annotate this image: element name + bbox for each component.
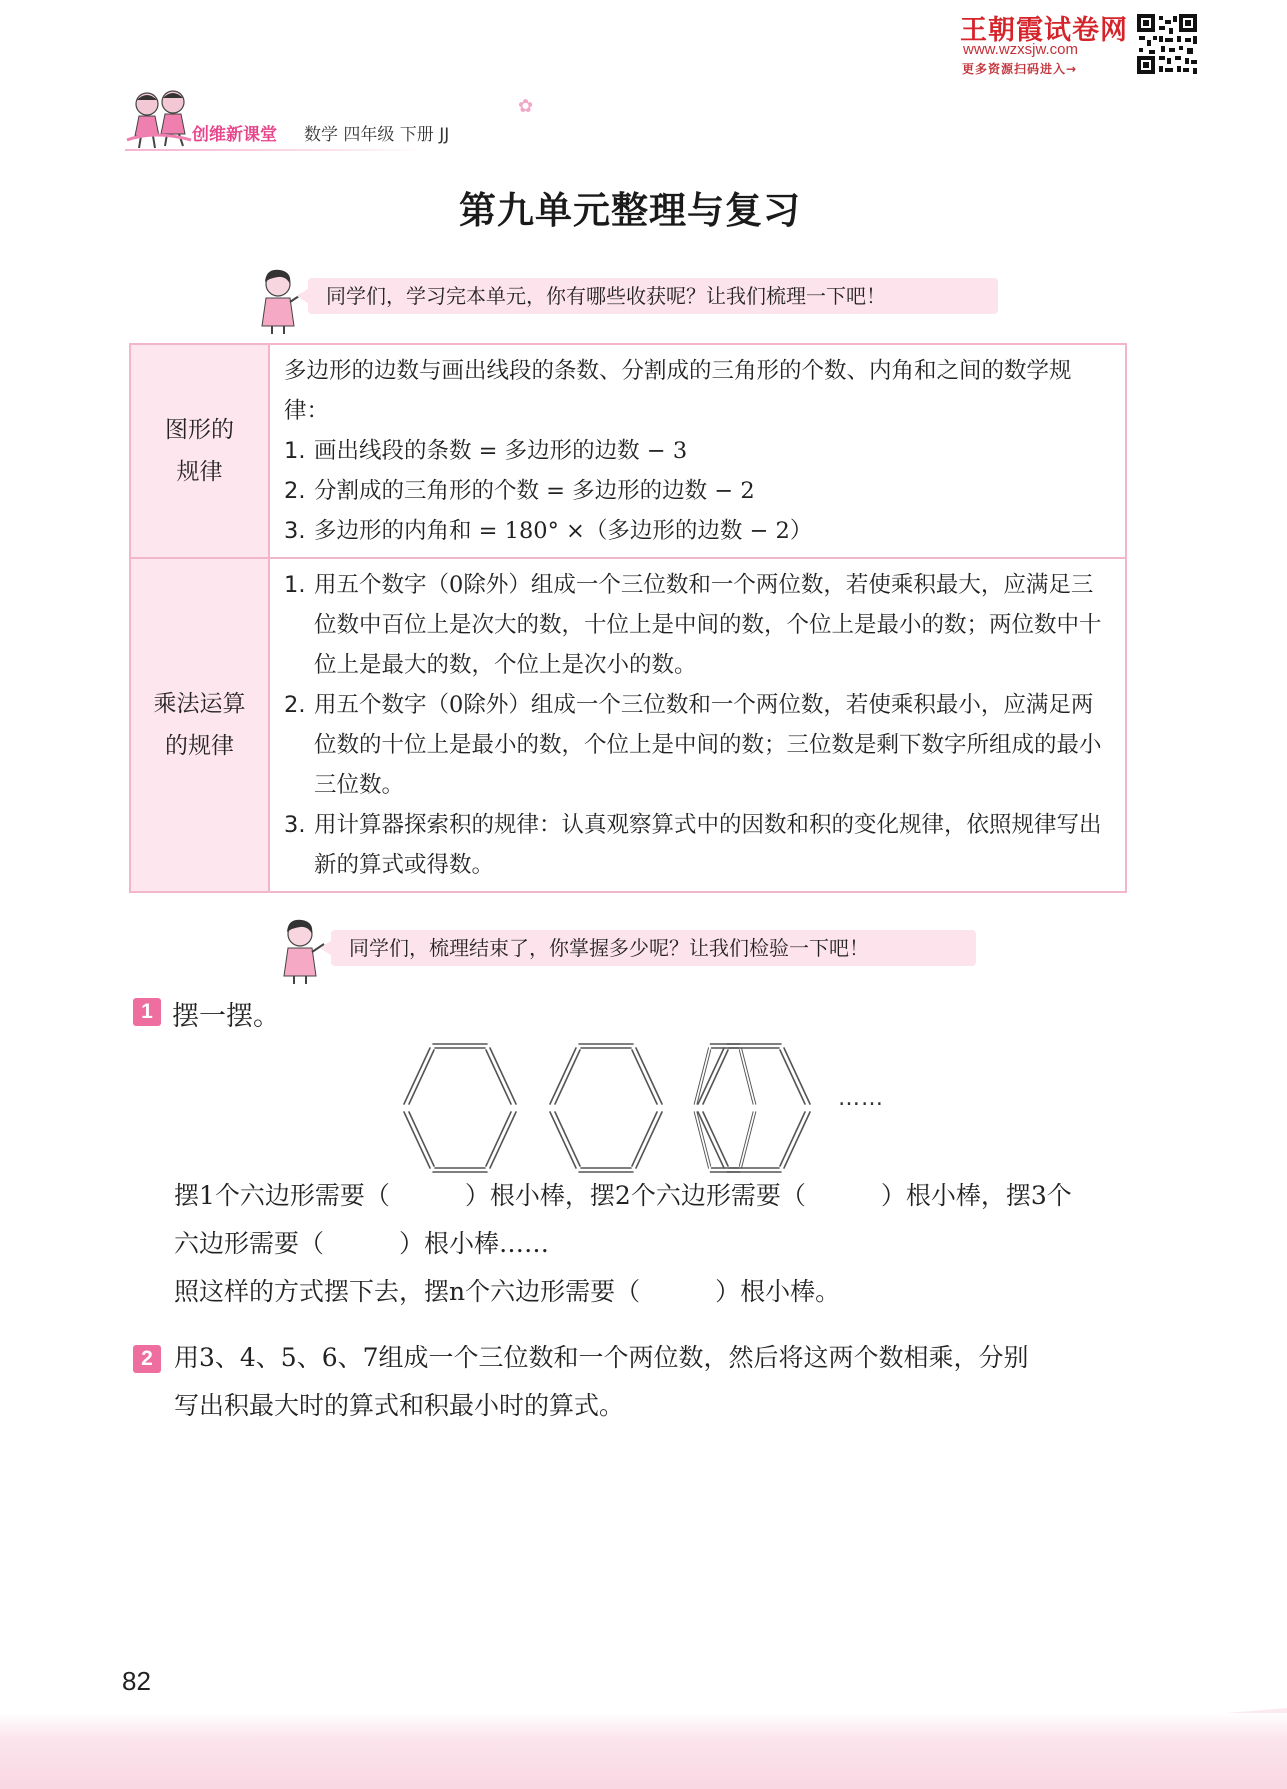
hexagon-2	[550, 1044, 662, 1172]
speech-bubble-intro: 同学们，学习完本单元，你有哪些收获呢？让我们梳理一下吧！	[308, 278, 998, 314]
page-title: 第九单元整理与复习	[459, 189, 801, 232]
question-1-line-2: 六边形需要（ ）根小棒……	[174, 1229, 550, 1258]
question-number-1: 1	[133, 998, 161, 1026]
question-2-line-2: 写出积最大时的算式和积最小时的算式。	[174, 1391, 625, 1420]
header-divider	[125, 149, 425, 151]
list-item: 2. 用五个数字（0除外）组成一个三位数和一个两位数，若使乘积最小，应满足两位数的十位上是最小的数，个位上是中间的数；三位数是剩下数字所组成的最小三位数。	[284, 692, 1102, 798]
flower-icon: ✿	[518, 96, 534, 117]
table-row-shape-rules	[131, 345, 1125, 557]
list-item: 3. 多边形的内角和 = 180° ×（多边形的边数 − 2）	[284, 518, 813, 544]
watermark-subtitle: 更多资源扫码进入→	[962, 62, 1078, 76]
shape-rules-intro: 多边形的边数与画出线段的条数、分割成的三角形的个数、内角和之间的数学规律：	[284, 358, 1072, 424]
question-number-2: 2	[133, 1345, 161, 1373]
brand-name: 创维新课堂	[192, 125, 277, 145]
watermark-title: 王朝霞试卷网	[960, 15, 1128, 46]
list-item: 1. 画出线段的条数 = 多边形的边数 − 3	[284, 438, 688, 464]
question-1-line-3: 照这样的方式摆下去，摆n个六边形需要（ ）根小棒。	[174, 1277, 841, 1306]
continuation-dots: ……	[838, 1086, 884, 1111]
multiplication-rules-content	[270, 559, 1125, 891]
speech-bubble-check: 同学们，梳理结束了，你掌握多少呢？让我们检验一下吧！	[331, 930, 976, 966]
category-shape-rules: 图形的 规律	[131, 345, 270, 557]
qr-code-icon	[1135, 12, 1199, 76]
question-2-line-1: 用3、4、5、6、7组成一个三位数和一个两位数，然后将这两个数相乘，分别	[174, 1343, 1029, 1372]
hexagon-1	[404, 1044, 516, 1172]
list-item: 1. 用五个数字（0除外）组成一个三位数和一个两位数，若使乘积最大，应满足三位数中百位上是次大的数，十位上是中间的数，个位上是最小的数；两位数中十位上是最大的数，个位上是次小的数。	[284, 572, 1102, 678]
book-info: 数学 四年级 下册 JJ	[304, 125, 450, 145]
list-item: 3. 用计算器探索积的规律：认真观察算式中的因数和积的变化规律，依照规律写出新的算式或得数。	[284, 812, 1102, 878]
category-multiplication-rules: 乘法运算 的规律	[131, 559, 270, 891]
summary-table	[129, 343, 1127, 893]
hexagon-3-figure	[690, 1038, 820, 1178]
table-row-multiplication-rules	[131, 557, 1125, 891]
watermark-url: www.wzxsjw.com	[963, 41, 1079, 58]
page-number: 82	[122, 1666, 151, 1696]
question-1-title: 摆一摆。	[172, 1001, 280, 1032]
footer-band	[0, 1713, 1287, 1789]
list-item: 2. 分割成的三角形的个数 = 多边形的边数 − 2	[284, 478, 755, 504]
question-1-line-1: 摆1个六边形需要（ ）根小棒，摆2个六边形需要（ ）根小棒，摆3个	[174, 1181, 1072, 1210]
shape-rules-content	[270, 345, 1125, 557]
